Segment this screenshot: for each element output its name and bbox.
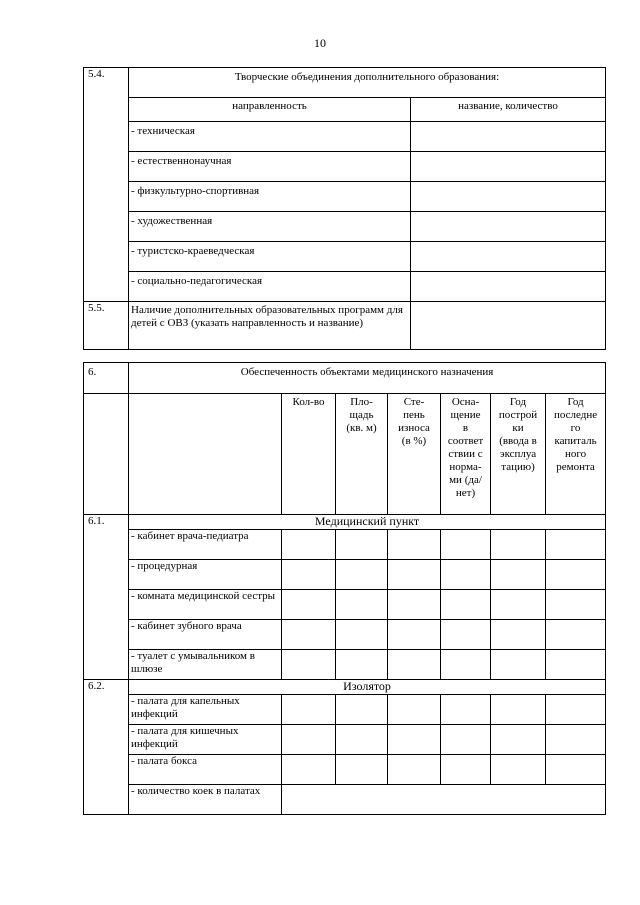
programs-ovz-value-cell[interactable] <box>411 302 606 350</box>
column-header-direction: направленность <box>129 98 411 122</box>
isolator-row-label: - палата для кишечных инфекций <box>129 725 282 755</box>
table-cell[interactable] <box>336 560 388 590</box>
medical-row-label: - кабинет зубного врача <box>129 620 282 650</box>
medical-row-label: - кабинет врача-педиатра <box>129 530 282 560</box>
medical-row-label: - процедурная <box>129 560 282 590</box>
beds-count-value-cell[interactable] <box>282 785 606 815</box>
table-cell[interactable] <box>491 620 546 650</box>
programs-ovz-label: Наличие дополнительных образовательных программ для детей с ОВЗ (указать направленность и название) <box>129 302 411 350</box>
table-cell[interactable] <box>388 590 441 620</box>
direction-row-label: - техническая <box>129 122 411 152</box>
direction-value-cell[interactable] <box>411 272 606 302</box>
table-cell[interactable] <box>546 560 606 590</box>
table-cell[interactable] <box>282 620 336 650</box>
table-cell[interactable] <box>491 695 546 725</box>
empty-header-cell <box>129 394 282 515</box>
table-cell[interactable] <box>441 695 491 725</box>
table-cell[interactable] <box>282 530 336 560</box>
column-header-count: Кол-во <box>282 394 336 515</box>
column-header-equipment: Осна- щение в соответ ствии с норма- ми (да/ нет) <box>441 394 491 515</box>
table-cell[interactable] <box>546 755 606 785</box>
section-title-5-4: Творческие объединения дополнительного образования: <box>129 68 606 98</box>
subsection-title-isolator: Изолятор <box>129 680 606 695</box>
direction-row-label: - социально-педагогическая <box>129 272 411 302</box>
table-cell[interactable] <box>491 590 546 620</box>
table-cell[interactable] <box>441 755 491 785</box>
section-title-6: Обеспеченность объектами медицинского назначения <box>129 363 606 394</box>
table-cell[interactable] <box>388 725 441 755</box>
table-cell[interactable] <box>282 755 336 785</box>
isolator-row-label: - палата для капельных инфекций <box>129 695 282 725</box>
direction-value-cell[interactable] <box>411 182 606 212</box>
table-cell[interactable] <box>491 650 546 680</box>
table-cell[interactable] <box>546 590 606 620</box>
direction-row-label: - естественнонаучная <box>129 152 411 182</box>
table-cell[interactable] <box>282 560 336 590</box>
page-number: 10 <box>314 36 326 50</box>
table-cell[interactable] <box>546 530 606 560</box>
column-header-area: Пло- щадь (кв. м) <box>336 394 388 515</box>
table-cell[interactable] <box>282 725 336 755</box>
table-cell[interactable] <box>491 560 546 590</box>
table-cell[interactable] <box>388 650 441 680</box>
table-cell[interactable] <box>336 755 388 785</box>
table-cell[interactable] <box>441 725 491 755</box>
column-header-build-year: Год построй ки (ввода в эксплуа тацию) <box>491 394 546 515</box>
direction-row-label: - физкультурно-спортивная <box>129 182 411 212</box>
direction-value-cell[interactable] <box>411 242 606 272</box>
direction-value-cell[interactable] <box>411 212 606 242</box>
table-cell[interactable] <box>388 695 441 725</box>
table-cell[interactable] <box>388 755 441 785</box>
column-header-name-count: название, количество <box>411 98 606 122</box>
table-medical-facilities <box>83 362 606 815</box>
column-header-wear: Сте- пень износа (в %) <box>388 394 441 515</box>
table-cell[interactable] <box>441 560 491 590</box>
table-cell[interactable] <box>336 530 388 560</box>
table-cell[interactable] <box>441 590 491 620</box>
direction-value-cell[interactable] <box>411 122 606 152</box>
medical-row-label: - туалет с умывальником в шлюзе <box>129 650 282 680</box>
direction-row-label: - туристско-краеведческая <box>129 242 411 272</box>
table-cell[interactable] <box>546 620 606 650</box>
isolator-row-label: - палата бокса <box>129 755 282 785</box>
table-cell[interactable] <box>491 725 546 755</box>
table-cell[interactable] <box>546 650 606 680</box>
table-cell[interactable] <box>546 725 606 755</box>
table-cell[interactable] <box>336 725 388 755</box>
table-cell[interactable] <box>336 695 388 725</box>
table-cell[interactable] <box>546 695 606 725</box>
table-cell[interactable] <box>441 530 491 560</box>
beds-count-label: - количество коек в палатах <box>129 785 282 815</box>
section-number-5-4: 5.4. <box>84 68 129 302</box>
section-number-6-1: 6.1. <box>84 515 129 680</box>
table-cell[interactable] <box>491 530 546 560</box>
table-cell[interactable] <box>491 755 546 785</box>
empty-header-cell <box>84 394 129 515</box>
table-cell[interactable] <box>441 650 491 680</box>
section-number-5-5: 5.5. <box>84 302 129 350</box>
direction-value-cell[interactable] <box>411 152 606 182</box>
direction-row-label: - художественная <box>129 212 411 242</box>
table-cell[interactable] <box>388 530 441 560</box>
table-cell[interactable] <box>336 650 388 680</box>
subsection-title-medical-point: Медицинский пункт <box>129 515 606 530</box>
table-cell[interactable] <box>388 620 441 650</box>
table-cell[interactable] <box>282 650 336 680</box>
section-number-6-2: 6.2. <box>84 680 129 815</box>
medical-row-label: - комната медицинской сестры <box>129 590 282 620</box>
table-cell[interactable] <box>282 695 336 725</box>
column-header-repair-year: Год последне го капиталь ного ремонта <box>546 394 606 515</box>
table-cell[interactable] <box>282 590 336 620</box>
table-additional-education <box>83 67 606 350</box>
table-cell[interactable] <box>441 620 491 650</box>
table-cell[interactable] <box>336 620 388 650</box>
section-number-6: 6. <box>84 363 129 394</box>
table-cell[interactable] <box>388 560 441 590</box>
table-cell[interactable] <box>336 590 388 620</box>
